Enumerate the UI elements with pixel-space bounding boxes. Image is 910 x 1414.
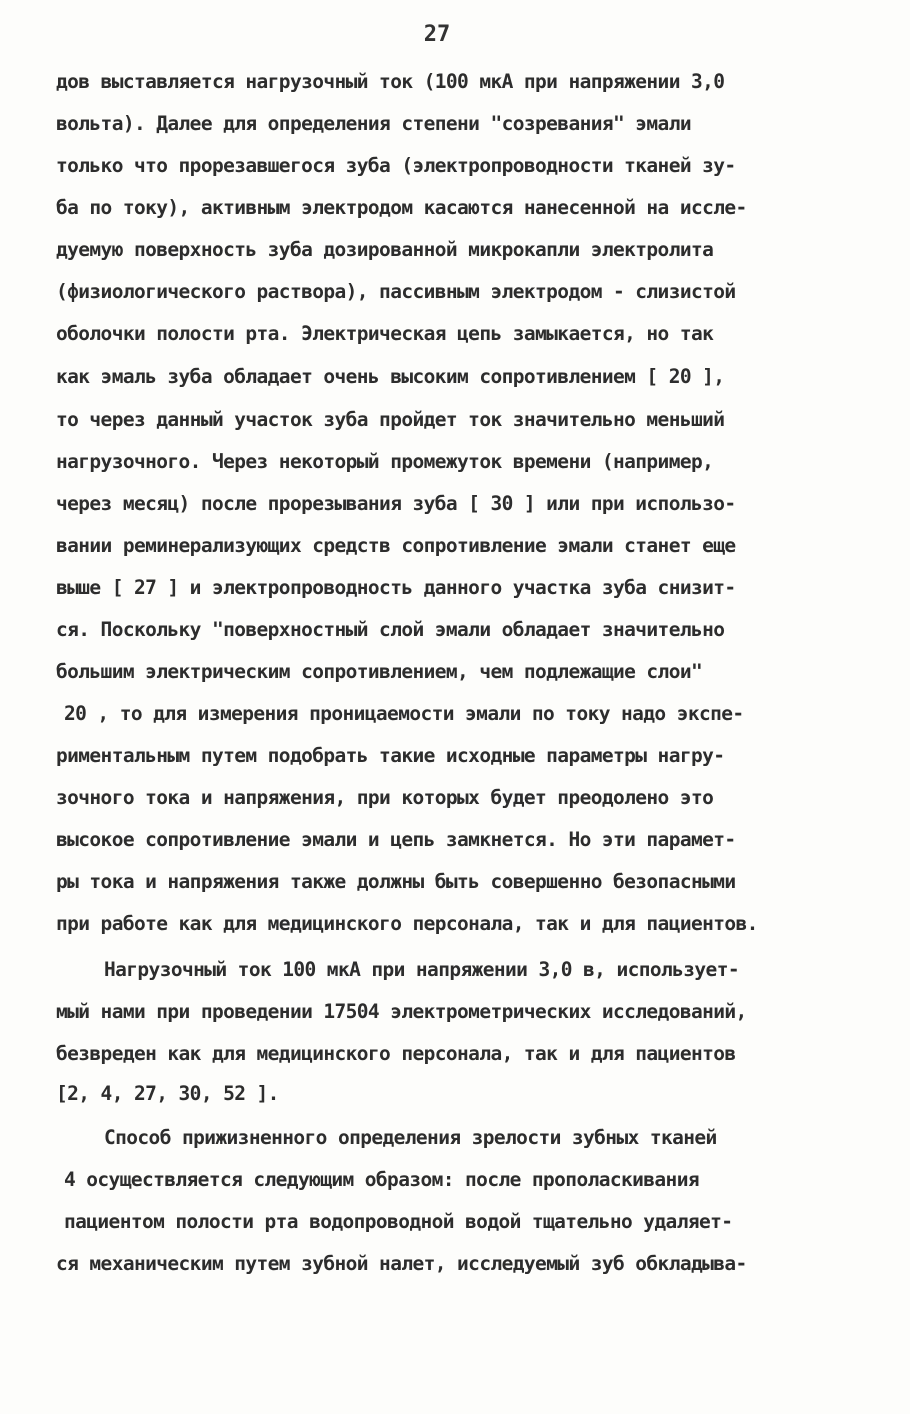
text-line: дов выставляется нагрузочный ток (100 мкА при напряжении 3,0 xyxy=(56,70,725,93)
text-line: высокое сопротивление эмали и цепь замкнется. Но эти парамет- xyxy=(56,828,736,851)
text-line: выше [ 27 ] и электропроводность данного участка зуба снизит- xyxy=(56,576,736,599)
text-line: вании реминерализующих средств сопротивление эмали станет еще xyxy=(56,534,736,557)
text-line: дуемую поверхность зуба дозированной микрокапли электролита xyxy=(56,238,714,261)
text-line: пациентом полости рта водопроводной водой тщательно удаляет- xyxy=(64,1210,733,1233)
text-line: при работе как для медицинского персонала, так и для пациентов. xyxy=(56,912,758,935)
text-line: 20 , то для измерения проницаемости эмали по току надо экспе- xyxy=(64,702,744,725)
text-line: как эмаль зуба обладает очень высоким сопротивлением [ 20 ], xyxy=(56,365,725,388)
text-line: ры тока и напряжения также должны быть совершенно безопасными xyxy=(56,870,736,893)
text-line: мый нами при проведении 17504 электрометрических исследований, xyxy=(56,1000,747,1023)
text-line: (физиологического раствора), пассивным электродом - слизистой xyxy=(56,280,736,303)
text-line: большим электрическим сопротивлением, чем подлежащие слои" xyxy=(56,660,703,683)
page-number: 27 xyxy=(423,22,451,47)
text-line: ся механическим путем зубной налет, исследуемый зуб обкладыва- xyxy=(56,1252,747,1275)
text-line: [2, 4, 27, 30, 52 ]. xyxy=(56,1082,279,1105)
text-line: 4 осуществляется следующим образом: после прополаскивания xyxy=(64,1168,699,1191)
text-line: Способ прижизненного определения зрелости зубных тканей xyxy=(104,1126,717,1149)
text-line: безвреден как для медицинского персонала, так и для пациентов xyxy=(56,1042,736,1065)
text-line: ся. Поскольку "поверхностный слой эмали обладает значительно xyxy=(56,618,725,641)
text-line: зочного тока и напряжения, при которых будет преодолено это xyxy=(56,786,714,809)
text-line: то через данный участок зуба пройдет ток значительно меньший xyxy=(56,408,725,431)
text-line: риментальным путем подобрать такие исходные параметры нагру- xyxy=(56,744,725,767)
text-line: вольта). Далее для определения степени "созревания" эмали xyxy=(56,112,691,135)
text-line: Нагрузочный ток 100 мкА при напряжении 3,0 в, использует- xyxy=(104,958,739,981)
text-line: только что прорезавшегося зуба (электропроводности тканей зу- xyxy=(56,154,736,177)
text-line: оболочки полости рта. Электрическая цепь замыкается, но так xyxy=(56,322,714,345)
text-line: нагрузочного. Через некоторый промежуток времени (например, xyxy=(56,450,714,473)
text-line: ба по току), активным электродом касаются нанесенной на иссле- xyxy=(56,196,747,219)
text-line: через месяц) после прорезывания зуба [ 30 ] или при использо- xyxy=(56,492,736,515)
